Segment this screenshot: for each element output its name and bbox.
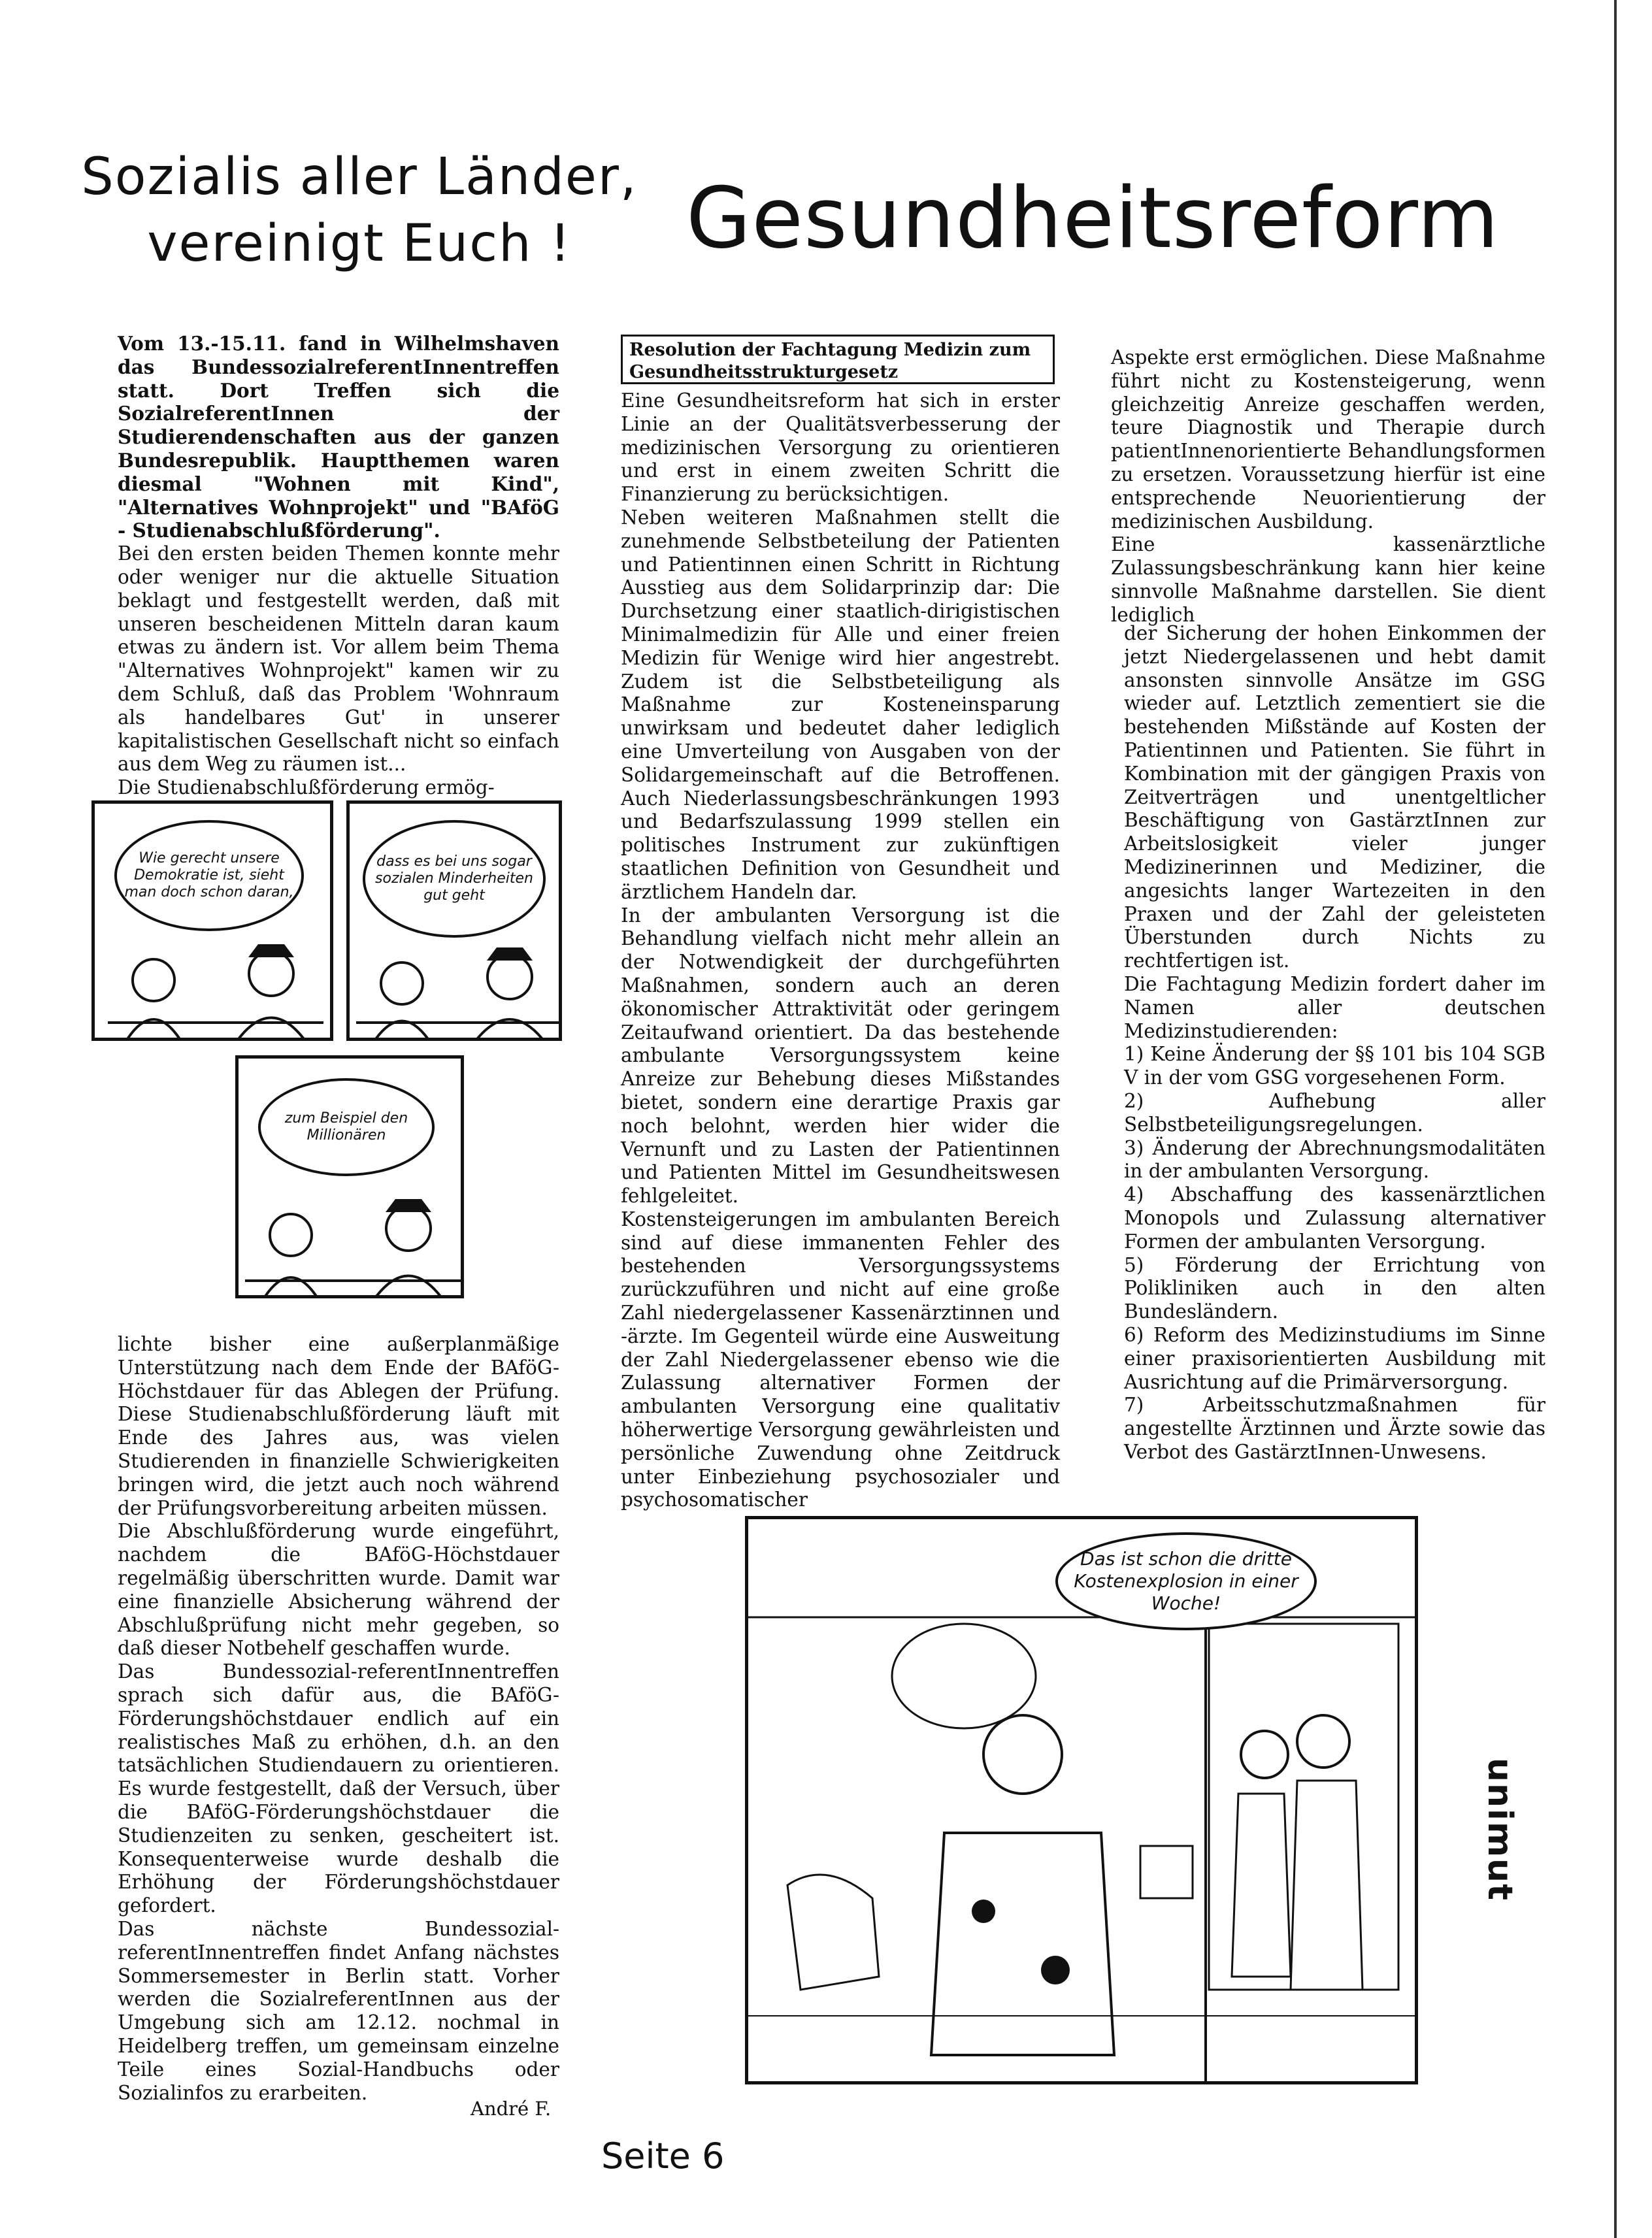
right-lower-1: der Sicherung der hohen Einkommen der jetzt Niedergelassenen und hebt damit ansonsten sinnvolle Ansätze im GSG wieder auf. Letztlich zementiert sie die bestehenden Mißstände auf Kosten der Patientinnen und Patienten. Sie führt in Kombination mit der gängigen Praxis von Zeitverträgen und unentgeltlicher Beschäftigung von GastärztInnen zur Arbeitslosigkeit vieler junger Medizinerinnen und Mediziner, die angesichts langer Wartezeiten in den Praxen und der Zahl der geleisteten Überstunden durch Nichts zu rechtfertigen ist. [1124, 622, 1545, 972]
cartoon-speech-bubble: Das ist schon die dritte Kostenexplosion in einer Woche! [1055, 1532, 1317, 1630]
page-edge-line [1614, 0, 1617, 2238]
resolution-para-1: Eine Gesundheitsreform hat sich in erster Linie an der Qualitätsverbesserung der medizinischen Versorgung zu orientieren und erst in einem zweiten Schritt die Finanzierung zu berücksichtigen. [621, 389, 1060, 506]
resolution-title-box: Resolution der Fachtagung Medizin zum Gesundheitsstrukturgesetz [621, 335, 1055, 384]
headline-sozialis [72, 144, 647, 277]
demand-7: 7) Arbeitsschutzmaßnahmen für angestellte Ärztinnen und Ärzte sowie das Verbot des GastärztInnen-Unwesens. [1124, 1394, 1545, 1463]
comic-panel-2 [346, 800, 562, 1041]
signature: André F. [471, 2098, 552, 2120]
headline-line-2: vereinigt Euch ! [147, 214, 572, 273]
left-cont-1: lichte bisher eine außerplanmäßige Unterstützung nach dem Ende der BAföG-Höchstdauer für das Ablegen der Prüfung. Diese Studienabschlußförderung läuft mit Ende des Jahres aus, was vielen Studierenden in finanzielle Schwierigkeiten bringen wird, die jetzt auch noch während der Prüfungsvorbereitung arbeiten müssen. [118, 1333, 559, 1519]
resolution-para-4: Kostensteigerungen im ambulanten Bereich sind auf diese immanenten Fehler des bestehenden Versorgungssystems zurückzuführen und nicht auf eine große Zahl niedergelassener Kassenärztinnen und -ärzte. Im Gegenteil würde eine Ausweitung der Zahl Niedergelassener ebenso wie die Zulassung alternativer Formen der ambulanten Versorgung eine qualitativ höherwertige Versorgung gewährleisten und persönliche Zuwendung ohne Zeitdruck unter Einbeziehung psychosozialer und psychosomatischer [621, 1208, 1060, 1511]
right-lower-2: Die Fachtagung Medizin fordert daher im Namen aller deutschen Medizinstudierenden: [1124, 972, 1545, 1042]
headline-line-1: Sozialis aller Länder, [81, 148, 638, 206]
left-cont-2: Die Abschlußförderung wurde eingeführt, nachdem die BAföG-Höchstdauer regelmäßig überschritten wurde. Damit war eine finanzielle Absicherung während der Abschlußprüfung nicht mehr gegeben, so daß dieser Notbehelf geschaffen wurde. [118, 1520, 559, 1660]
comic-panel-1 [91, 800, 333, 1041]
unimut-logo: unimut [1480, 1758, 1519, 1901]
comic-bubble-3: zum Beispiel den Millionären [258, 1078, 435, 1176]
left-cont-4: Das nächste Bundessozial-referentInnentreffen findet Anfang nächstes Sommersemester in Berlin statt. Vorher werden die SozialreferentInnen aus der Umgebung sich am 12.12. nochmal in Heidelberg treffen, um gemeinsam einzelne Teile eines Sozial-Handbuchs oder Sozialinfos zu erarbeiten. [118, 1917, 559, 2104]
demand-5: 5) Förderung der Errichtung von Polikliniken auch in den alten Bundesländern. [1124, 1253, 1545, 1323]
page-number: Seite 6 [601, 2135, 725, 2177]
left-intro: Vom 13.-15.11. fand in Wilhelmshaven das BundessozialreferentInnentreffen statt. Dort Treffen sich die SozialreferentInnen der Studierendenschaften aus der ganzen Bundesrepublik. Hauptthemen waren diesmal "Wohnen mit Kind", "Alternatives Wohnprojekt" und "BAföG - Studienabschlußförderung". [118, 332, 559, 542]
comic-bubble-2: dass es bei uns sogar sozialen Minderheiten gut geht [363, 820, 546, 938]
resolution-column [621, 389, 1060, 1512]
left-para-2-start: Die Studienabschlußförderung ermög- [118, 776, 495, 799]
demand-2: 2) Aufhebung aller Selbstbeteiligungsregelungen. [1124, 1089, 1545, 1136]
right-top-1: Aspekte erst ermöglichen. Diese Maßnahme führt nicht zu Kostensteigerung, wenn gleichzeitig Anreize geschaffen werden, teure Diagnostik und Therapie durch patientInnenorientierte Behandlungsformen zu ersetzen. Voraussetzung hierfür ist eine entsprechende Neuorientierung der medizinischen Ausbildung. [1111, 346, 1545, 533]
resolution-para-2: Neben weiteren Maßnahmen stellt die zunehmende Selbstbeteilung der Patienten und Patientinnen einen Schritt in Richtung Ausstieg aus dem Solidarprinzip dar: Die Durchsetzung einer staatlich-dirigistischen Minimalmedizin für Alle und einer freien Medizin für Wenige wird hier angestrebt. Zudem ist die Selbstbeteiligung als Maßnahme zur Kosteneinsparung unwirksam und bedeutet daher lediglich eine Umverteilung von Ausgaben von der Solidargemeinschaft auf die Betroffenen. Auch Niederlassungsbeschränkungen 1993 und Bedarfszulassung 1999 stellen ein politisches Instrument zur zukünftigen staatlichen Definition von Gesundheit und ärztlichem Handeln dar. [621, 506, 1060, 903]
left-article-continuation [118, 1333, 559, 2105]
resolution-para-3: In der ambulanten Versorgung ist die Behandlung vielfach nicht mehr allein an der Notwendigkeit der durchgeführten Maßnahmen, sondern auch an deren ökonomischer Attraktivität oder geringem Zeitaufwand orientiert. Da das bestehende ambulante Versorgungssystem keine Anreize zur Behebung dieses Mißstandes bietet, sondern eine derartige Praxis gar noch belohnt, werden hier wider die Vernunft und zu Lasten der Patientinnen und Patienten Mittel im Gesundheitswesen fehlgeleitet. [621, 904, 1060, 1208]
left-cont-3: Das Bundessozial-referentInnentreffen sprach sich dafür aus, die BAföG-Förderungshöchstdauer endlich auf ein realistisches Maß zu erhöhen, d.h. an den tatsächlichen Studiendauern zu orientieren. Es wurde festgestellt, daß der Versuch, über die BAföG-Förderungshöchstdauer die Studienzeiten zu senken, gescheitert ist. Konsequenterweise wurde deshalb die Erhöhung der Förderungshöchstdauer gefordert. [118, 1660, 559, 1917]
demand-6: 6) Reform des Medizinstudiums im Sinne einer praxisorientierten Ausbildung mit Ausrichtung auf die Primärversorgung. [1124, 1323, 1545, 1393]
comic-figures-3 [245, 1189, 461, 1297]
right-column-top [1111, 346, 1545, 627]
demand-4: 4) Abschaffung des kassenärztlichen Monopols und Zulassung alternativer Formen der ambulanten Versorgung. [1124, 1183, 1545, 1253]
demand-3: 3) Änderung der Abrechnungsmodalitäten in der ambulanten Versorgung. [1124, 1136, 1545, 1183]
headline-gesundheitsreform: Gesundheitsreform [686, 170, 1500, 267]
right-top-2: Eine kassenärztliche Zulassungsbeschränkung kann hier keine sinnvolle Maßnahme darstellen. Sie dient lediglich [1111, 533, 1545, 626]
comic-figures-2 [356, 938, 559, 1039]
left-article-top [118, 332, 559, 800]
comic-bubble-1: Wie gerecht unsere Demokratie ist, sieht man doch schon daran, [114, 820, 304, 931]
comic-figures-1 [108, 934, 323, 1039]
cartoon-frame [745, 1516, 1418, 2084]
comic-panel-3 [235, 1055, 464, 1298]
right-column-lower [1124, 622, 1545, 1464]
demand-1: 1) Keine Änderung der §§ 101 bis 104 SGB V in der vom GSG vorgesehenen Form. [1124, 1043, 1545, 1089]
left-para-1: Bei den ersten beiden Themen konnte mehr oder weniger nur die aktuelle Situation beklagt und festgestellt werden, daß mit unseren bescheidenen Mitteln daran kaum etwas zu ändern ist. Vor allem beim Thema "Alternatives Wohnprojekt" kamen wir zu dem Schluß, daß das Problem 'Wohnraum als handelbares Gut' in unserer kapitalistischen Gesellschaft nicht so einfach aus dem Weg zu räumen ist... [118, 542, 559, 776]
